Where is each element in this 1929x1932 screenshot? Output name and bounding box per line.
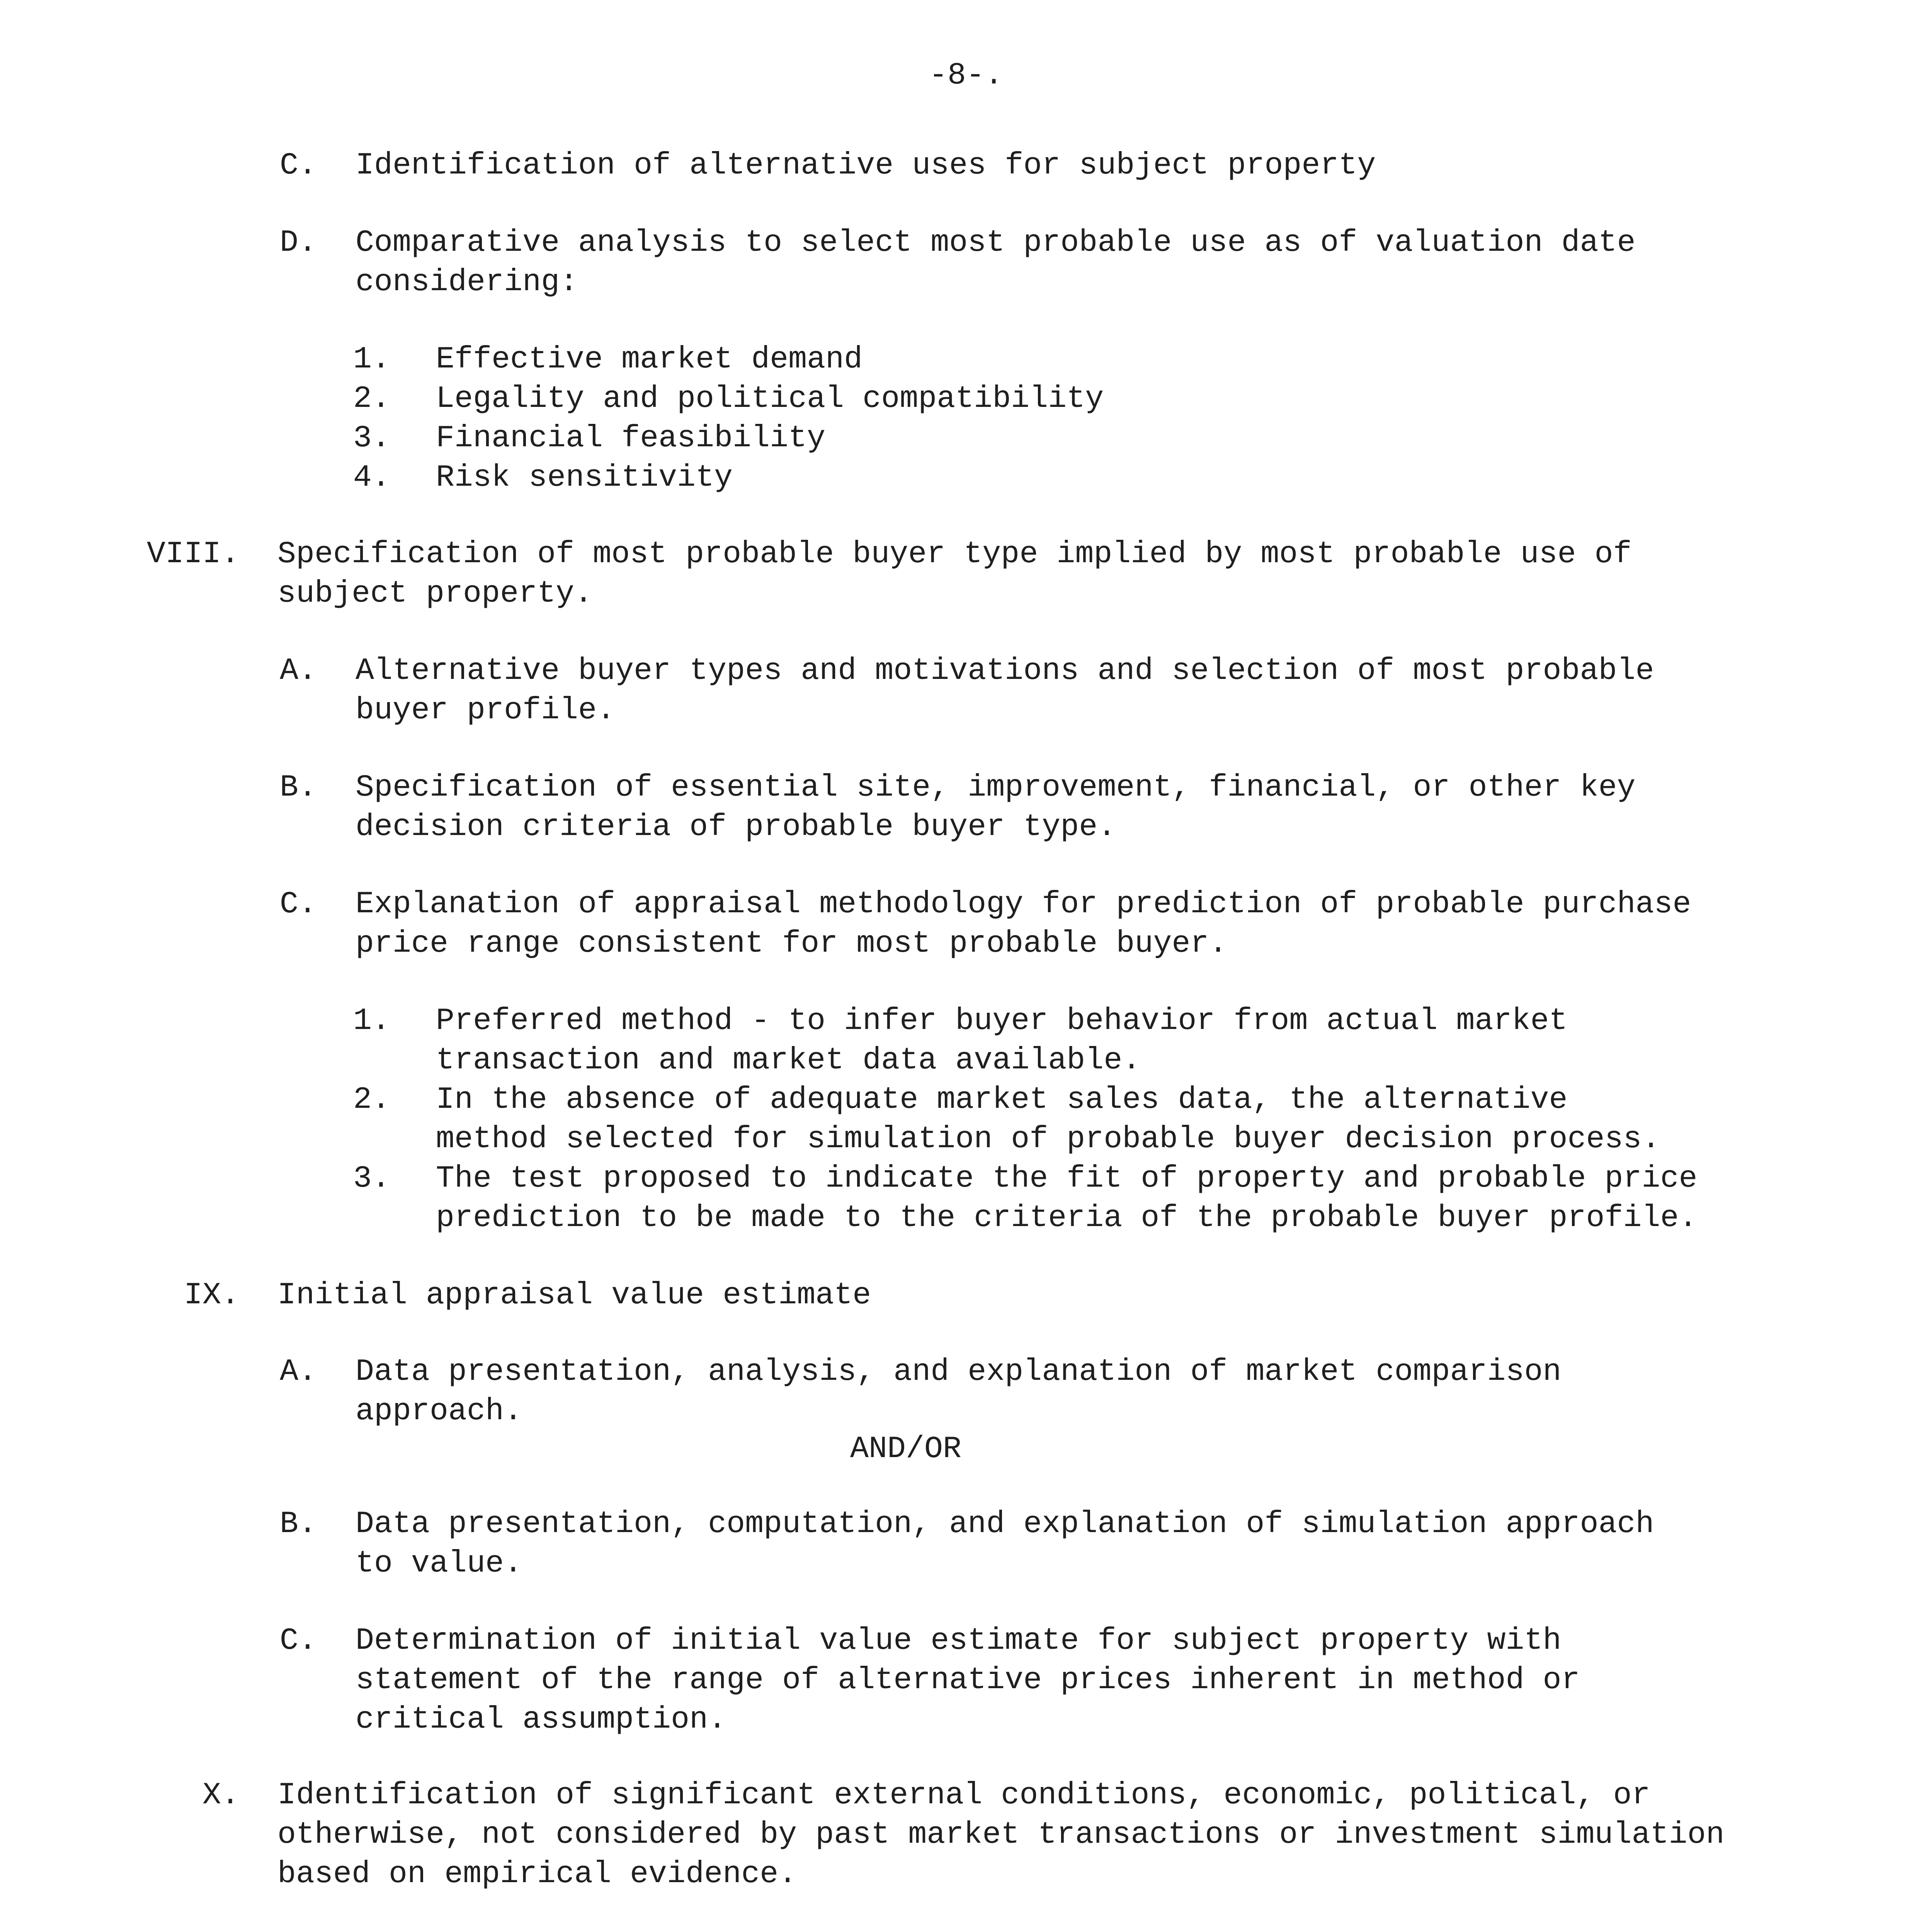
- item-text-line: Alternative buyer types and motivations and selection of most probable: [356, 653, 1654, 689]
- point-text-line: Effective market demand: [436, 342, 863, 377]
- item-marker: C.: [279, 148, 317, 183]
- item-text-line: statement of the range of alternative prices inherent in method or: [356, 1663, 1580, 1698]
- item-text-line: buyer profile.: [356, 693, 616, 728]
- point-marker: 3.: [353, 421, 390, 456]
- item-text-line: critical assumption.: [356, 1702, 727, 1737]
- section-text-line: subject property.: [277, 576, 593, 611]
- page-number: -8-.: [929, 58, 1004, 93]
- item-marker: C.: [279, 1623, 317, 1658]
- point-text-line: Risk sensitivity: [436, 460, 733, 495]
- item-marker: C.: [279, 887, 317, 922]
- point-marker: 2.: [353, 1082, 390, 1117]
- point-text-line: Legality and political compatibility: [436, 381, 1104, 417]
- item-text-line: Identification of alternative uses for subject property: [356, 148, 1376, 183]
- item-marker: [270, 1930, 317, 1932]
- item-text-line: Explanation of appraisal methodology for prediction of probable purchase: [356, 887, 1691, 922]
- section-text-line: Initial appraisal value estimate: [277, 1278, 871, 1313]
- and-or-connector: AND/OR: [850, 1432, 962, 1467]
- item-text-line: Data presentation, computation, and explanation of simulation approach: [356, 1507, 1654, 1542]
- item-text-line: Comparative analysis to select most probable use as of valuation date: [356, 225, 1636, 260]
- point-text-line: prediction to be made to the criteria of the probable buyer profile.: [436, 1201, 1698, 1236]
- point-marker: 4.: [353, 460, 390, 495]
- point-text-line: In the absence of adequate market sales data, the alternative: [436, 1082, 1568, 1117]
- item-text-line: Specification of essential site, improvement, financial, or other key: [356, 770, 1636, 805]
- point-marker: 1.: [353, 1003, 390, 1039]
- item-text-line: considering:: [356, 265, 578, 300]
- section-text-line: otherwise, not considered by past market transactions or investment simulation: [277, 1817, 1725, 1852]
- item-text-line: price range consistent for most probable buyer.: [356, 926, 1228, 961]
- point-marker: 1.: [353, 342, 390, 377]
- item-text-line: decision criteria of probable buyer type.: [356, 810, 1116, 845]
- section-text-line: Identification of significant external conditions, economic, political, or: [277, 1778, 1650, 1813]
- item-marker: B.: [279, 770, 317, 805]
- section-marker: IX.: [184, 1278, 240, 1313]
- section-marker: VIII.: [146, 537, 240, 572]
- point-text-line: Preferred method - to infer buyer behavior from actual market: [436, 1003, 1568, 1039]
- point-text-line: Financial feasibility: [436, 421, 826, 456]
- point-marker: 2.: [353, 381, 390, 417]
- item-marker: A.: [279, 653, 317, 689]
- point-marker: 3.: [353, 1161, 390, 1196]
- item-marker: B.: [279, 1507, 317, 1542]
- point-text-line: transaction and market data available.: [436, 1043, 1141, 1078]
- item-marker: A.: [279, 1354, 317, 1389]
- item-text-line: [356, 1930, 1636, 1932]
- item-text-line: Data presentation, analysis, and explanation of market comparison: [356, 1354, 1562, 1389]
- item-text-line: Determination of initial value estimate for subject property with: [356, 1623, 1562, 1658]
- point-text-line: The test proposed to indicate the fit of property and probable price: [436, 1161, 1698, 1196]
- point-text-line: method selected for simulation of probable buyer decision process.: [436, 1122, 1660, 1157]
- section-text-line: based on empirical evidence.: [277, 1857, 797, 1892]
- section-marker: X.: [202, 1778, 240, 1813]
- item-marker: D.: [279, 225, 317, 260]
- item-text-line: to value.: [356, 1546, 523, 1581]
- section-text-line: Specification of most probable buyer type implied by most probable use of: [277, 537, 1632, 572]
- item-text-line: approach.: [356, 1394, 523, 1429]
